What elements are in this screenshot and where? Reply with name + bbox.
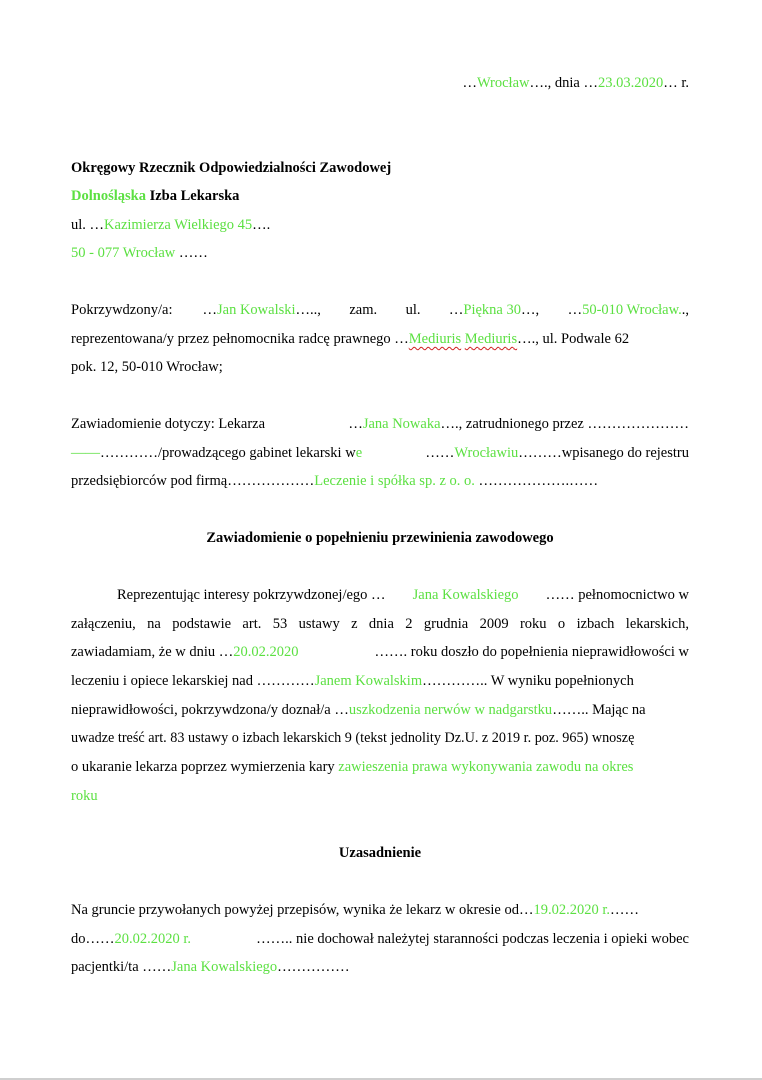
body2-line-1 [71, 901, 689, 919]
body-text: …….. nie dochował należytej staranności podczas leczenia i opieki wobec [256, 931, 689, 947]
section-title: Uzasadnienie [338, 845, 422, 861]
date-part: …., dnia … [529, 75, 598, 91]
body-text: ……. roku doszło do popełnienia nieprawidłowości w [374, 644, 689, 660]
injured-street [449, 301, 539, 319]
injury: uszkodzenia nerwów w nadgarstku [348, 702, 553, 718]
injured-city [568, 301, 689, 319]
dots: …, [521, 302, 540, 318]
notice-l2-right [425, 444, 689, 462]
body1-line-3 [71, 643, 689, 661]
date-city: Wrocław [476, 75, 530, 91]
grp [71, 701, 646, 719]
penalty: zawieszenia prawa wykonywania zawodu na okres [338, 759, 634, 775]
dash: —— [71, 445, 100, 461]
body-text: zawiadamiam, że w dniu … [71, 644, 234, 660]
injured-name: Jan Kowalski [216, 302, 296, 318]
dots: … [567, 302, 583, 318]
dots: …… [610, 902, 640, 918]
body1-line-4 [71, 672, 689, 690]
date-part: … [462, 75, 477, 91]
injured-line-3: pok. 12, 50-010 Wrocław; [71, 359, 223, 375]
body-text: …….. Mając na [552, 702, 646, 718]
addressee-chamber [71, 187, 689, 205]
dots: … [448, 302, 464, 318]
body1-line-5 [71, 701, 689, 719]
injured-line-2 [71, 330, 689, 348]
body1-line-7 [71, 758, 689, 776]
dots: …………… [277, 959, 350, 975]
grp [71, 643, 299, 661]
firm-name: Mediuris [464, 331, 518, 347]
patient-name: Janem Kowalskim [314, 673, 423, 689]
city-suffix: …… [175, 245, 208, 261]
notice-line-3 [71, 472, 689, 490]
city-value: 50 - 077 Wrocław [71, 245, 176, 261]
zam-label: zam. [349, 302, 378, 318]
addressee-street [71, 216, 689, 234]
grp [71, 930, 191, 948]
section-title: Zawiadomienie o popełnieniu przewinienia zawodowego [206, 530, 554, 546]
body1-line-2: załączeniu, na podstawie art. 53 ustawy z dnia 2 grudnia 2009 roku o izbach lekarskich, [71, 616, 689, 632]
dots: …… [425, 445, 455, 461]
body-text: …… pełnomocnictwo w [545, 587, 689, 603]
patient-name: Jana Kowalskiego [412, 587, 519, 603]
body-text: Na gruncie przywołanych powyżej przepisów, wynika że lekarz w okresie od… [71, 902, 534, 918]
period-start: 19.02.2020 r. [533, 902, 611, 918]
street-value: Piękna 30 [463, 302, 521, 318]
date-value: 23.03.2020 [597, 75, 664, 91]
company-name: Leczenie i spółka sp. z o. o. [314, 473, 475, 489]
body-text: pacjentki/ta …… [71, 959, 172, 975]
notice-label: Zawiadomienie dotyczy: Lekarza [71, 416, 266, 432]
notice-line-2 [71, 444, 689, 462]
body-text: o ukaranie lekarza poprzez wymierzenia kary [71, 759, 339, 775]
body-text: Reprezentując interesy pokrzywdzonej/ego … [117, 587, 386, 603]
body-text: do…… [71, 931, 115, 947]
chamber-name: Izba Lekarska [145, 188, 240, 204]
body2-line-2 [71, 930, 689, 948]
addressee-city [71, 244, 689, 262]
addressee-org: Okręgowy Rzecznik Odpowiedzialności Zawodowej [71, 160, 392, 176]
injured-line-1 [71, 301, 689, 319]
patient-name: Jana Kowalskiego [171, 959, 278, 975]
dots: ., [681, 302, 689, 318]
firm-address: …., ul. Podwale 62 [517, 331, 630, 347]
ul-label: ul. [405, 302, 421, 318]
grp [71, 672, 634, 690]
employer-text: …., zatrudnionego przez ………………… [440, 416, 689, 432]
representative-text: reprezentowana/y przez pełnomocnika radcę prawnego … [71, 331, 409, 347]
practice-text: …………/prowadzącego gabinet lekarski w [100, 445, 356, 461]
body1-line-6: uwadze treść art. 83 ustawy o izbach lekarskich 9 (tekst jednolity Dz.U. z 2019 r. poz. 965) wnoszę [71, 730, 635, 746]
street-suffix: …. [252, 217, 271, 233]
street-value: Kazimierza Wielkiego 45 [104, 217, 253, 233]
dots: … [348, 416, 363, 432]
city-value: 50-010 Wrocław. [582, 302, 682, 318]
period-end: 20.02.2020 r. [114, 931, 192, 947]
doctor-name-group [348, 415, 689, 433]
dots: ……………….…… [474, 473, 599, 489]
date-part: … r. [663, 75, 689, 91]
company-label: przedsiębiorców pod firmą……………… [71, 473, 315, 489]
injured-dots: … [202, 302, 217, 318]
injured-label-group [71, 301, 321, 319]
notice-l2-left [71, 444, 362, 462]
firm-name: Mediuris [408, 331, 462, 347]
date-line [71, 74, 689, 92]
chamber-region: Dolnośląska [71, 188, 146, 204]
injured-dots: ….., [295, 302, 321, 318]
body-text: leczeniu i opiece lekarskiej nad ………… [71, 673, 315, 689]
body1-line-8: roku [71, 788, 98, 804]
body1-line-1 [71, 586, 689, 604]
practice-city: Wrocławiu [454, 445, 519, 461]
grp [71, 901, 639, 919]
body2-line-3 [71, 958, 689, 976]
injured-label: Pokrzywdzony/a: [71, 302, 173, 318]
street-prefix: ul. … [71, 217, 105, 233]
incident-date: 20.02.2020 [233, 644, 299, 660]
doctor-name: Jana Nowaka [362, 416, 441, 432]
body-text: nieprawidłowości, pokrzywdzona/y doznał/a … [71, 702, 349, 718]
notice-line-1 [71, 415, 689, 433]
registry-text: ………wpisanego do rejestru [518, 445, 689, 461]
body-text: ………….. W wyniku popełnionych [422, 673, 634, 689]
letter: e [355, 445, 363, 461]
